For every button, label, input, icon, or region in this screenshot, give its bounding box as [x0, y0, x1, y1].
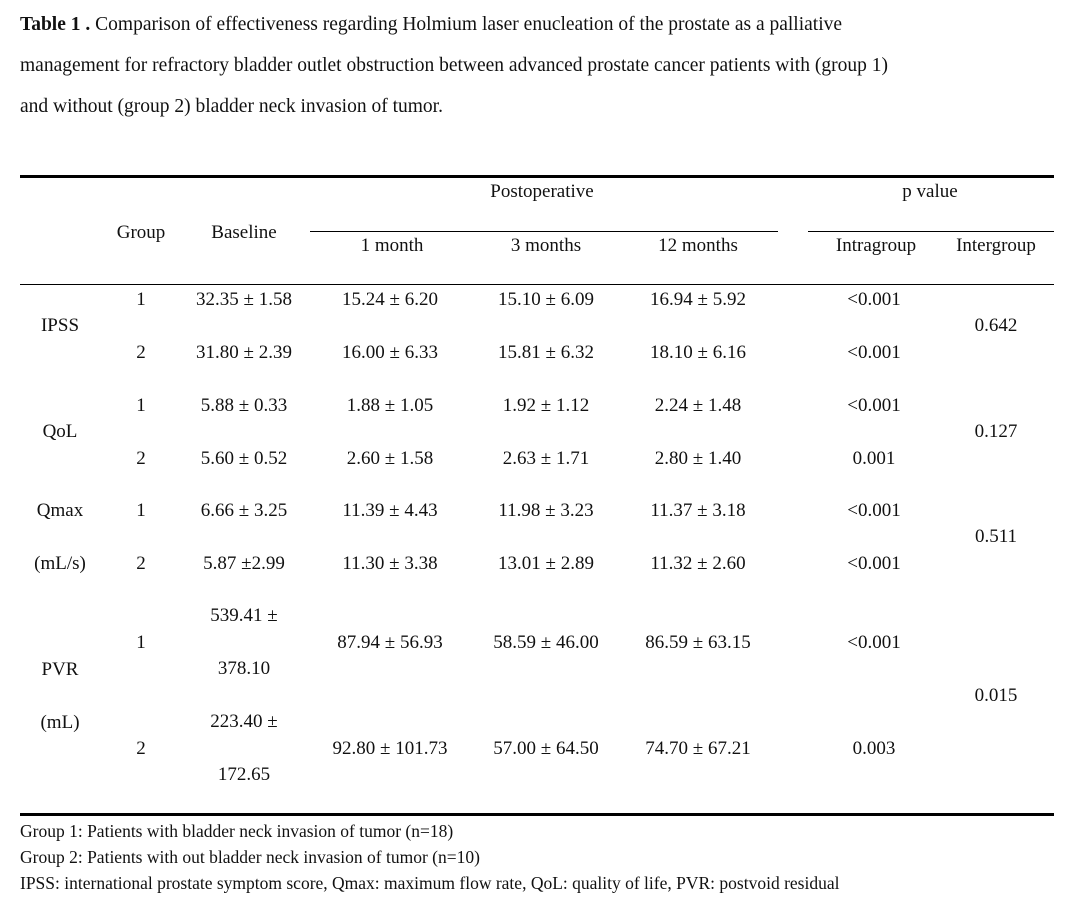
- ipss-g2-intragroup: <0.001: [847, 342, 901, 363]
- row-label-pvr: PVR: [41, 659, 79, 680]
- qol-g1-baseline: 5.88 ± 0.33: [200, 395, 288, 416]
- qmax-g1-baseline: 6.66 ± 3.25: [200, 500, 288, 521]
- pvr-g2-1-month: 92.80 ± 101.73: [332, 738, 448, 759]
- ipss-g1-baseline: 32.35 ± 1.58: [196, 289, 292, 310]
- header-1-month: 1 month: [360, 235, 424, 256]
- header-baseline: Baseline: [211, 222, 277, 243]
- qol-g2-intragroup: 0.001: [852, 448, 896, 469]
- qol-g2-3-months: 2.63 ± 1.71: [502, 448, 590, 469]
- postoperative-rule: [310, 231, 778, 232]
- qmax-g2-baseline: 5.87 ±2.99: [203, 553, 285, 574]
- pvr-g1-1-month: 87.94 ± 56.93: [337, 632, 443, 653]
- qmax-g2-12-months: 11.32 ± 2.60: [650, 553, 746, 574]
- table-caption: [20, 4, 1065, 127]
- qol-g1-1-month: 1.88 ± 1.05: [346, 395, 434, 416]
- pvr-g2-12-months: 74.70 ± 67.21: [645, 738, 751, 759]
- qmax-g2-intragroup: <0.001: [847, 553, 901, 574]
- pvr-g2-3-months: 57.00 ± 64.50: [493, 738, 599, 759]
- caption-line-1: [20, 4, 1065, 45]
- ipss-g2-1-month: 16.00 ± 6.33: [342, 342, 438, 363]
- footnote-group-2: Group 2: Patients with out bladder neck invasion of tumor (n=10): [20, 847, 480, 867]
- pvr-g2-group: 2: [136, 738, 146, 759]
- qmax-g1-intragroup: <0.001: [847, 500, 901, 521]
- pvr-g1-intragroup: <0.001: [847, 632, 901, 653]
- qol-g2-group: 2: [136, 448, 146, 469]
- header-intergroup: Intergroup: [956, 235, 1036, 256]
- pvr-g2-baseline-b: 172.65: [217, 764, 271, 785]
- pvr-g1-baseline-b: 378.10: [217, 658, 271, 679]
- qol-g1-group: 1: [136, 395, 146, 416]
- caption-text-1: Comparison of effectiveness regarding Holmium laser enucleation of the prostate as a palliative: [90, 14, 843, 35]
- row-label-qol: QoL: [42, 421, 78, 442]
- qol-g1-intragroup: <0.001: [847, 395, 901, 416]
- qol-intergroup: 0.127: [974, 421, 1018, 442]
- ipss-g2-3-months: 15.81 ± 6.32: [498, 342, 594, 363]
- pvr-intergroup: 0.015: [974, 685, 1018, 706]
- qol-g2-12-months: 2.80 ± 1.40: [654, 448, 742, 469]
- header-postoperative: Postoperative: [490, 181, 594, 202]
- caption-line-2: management for refractory bladder outlet obstruction between advanced prostate cancer patients with (group 1): [20, 55, 888, 76]
- pvr-g1-3-months: 58.59 ± 46.00: [493, 632, 599, 653]
- caption-label: Table 1 .: [20, 14, 91, 35]
- ipss-g1-group: 1: [136, 289, 146, 310]
- qmax-g2-3-months: 13.01 ± 2.89: [498, 553, 594, 574]
- pvr-g1-12-months: 86.59 ± 63.15: [645, 632, 751, 653]
- qmax-g1-12-months: 11.37 ± 3.18: [650, 500, 746, 521]
- row-label-pvr-unit: (mL): [40, 712, 80, 733]
- ipss-g1-intragroup: <0.001: [847, 289, 901, 310]
- qmax-g1-3-months: 11.98 ± 3.23: [498, 500, 594, 521]
- ipss-g1-1-month: 15.24 ± 6.20: [342, 289, 438, 310]
- ipss-g1-3-months: 15.10 ± 6.09: [498, 289, 594, 310]
- top-rule: [20, 175, 1054, 178]
- ipss-intergroup: 0.642: [974, 315, 1018, 336]
- ipss-g2-12-months: 18.10 ± 6.16: [650, 342, 746, 363]
- qol-g2-1-month: 2.60 ± 1.58: [346, 448, 434, 469]
- pvr-g2-intragroup: 0.003: [852, 738, 896, 759]
- header-group: Group: [116, 222, 166, 243]
- qol-g1-3-months: 1.92 ± 1.12: [502, 395, 590, 416]
- header-3-months: 3 months: [510, 235, 582, 256]
- qol-g1-12-months: 2.24 ± 1.48: [654, 395, 742, 416]
- header-intragroup: Intragroup: [835, 235, 917, 256]
- caption-line-3: and without (group 2) bladder neck invasion of tumor.: [20, 96, 443, 117]
- qmax-intergroup: 0.511: [974, 526, 1018, 547]
- pvr-g2-baseline-a: 223.40 ±: [210, 711, 278, 732]
- qmax-g1-group: 1: [136, 500, 146, 521]
- row-label-ipss: IPSS: [40, 315, 80, 336]
- qmax-g2-group: 2: [136, 553, 146, 574]
- header-rule: [20, 284, 1054, 285]
- ipss-g2-baseline: 31.80 ± 2.39: [196, 342, 292, 363]
- ipss-g1-12-months: 16.94 ± 5.92: [650, 289, 746, 310]
- footnote-abbreviations: IPSS: international prostate symptom score, Qmax: maximum flow rate, QoL: quality of life, PVR: postvoid residual: [20, 873, 840, 893]
- pvalue-rule: [808, 231, 1054, 232]
- pvr-g1-baseline-a: 539.41 ±: [210, 605, 278, 626]
- header-12-months: 12 months: [658, 235, 738, 256]
- ipss-g2-group: 2: [136, 342, 146, 363]
- header-pvalue: p value: [902, 181, 958, 202]
- row-label-qmax-unit: (mL/s): [34, 553, 86, 574]
- bottom-rule: [20, 813, 1054, 816]
- pvr-g1-group: 1: [136, 632, 146, 653]
- row-label-qmax: Qmax: [36, 500, 84, 521]
- qol-g2-baseline: 5.60 ± 0.52: [200, 448, 288, 469]
- footnote-group-1: Group 1: Patients with bladder neck invasion of tumor (n=18): [20, 821, 454, 841]
- qmax-g2-1-month: 11.30 ± 3.38: [342, 553, 438, 574]
- qmax-g1-1-month: 11.39 ± 4.43: [342, 500, 438, 521]
